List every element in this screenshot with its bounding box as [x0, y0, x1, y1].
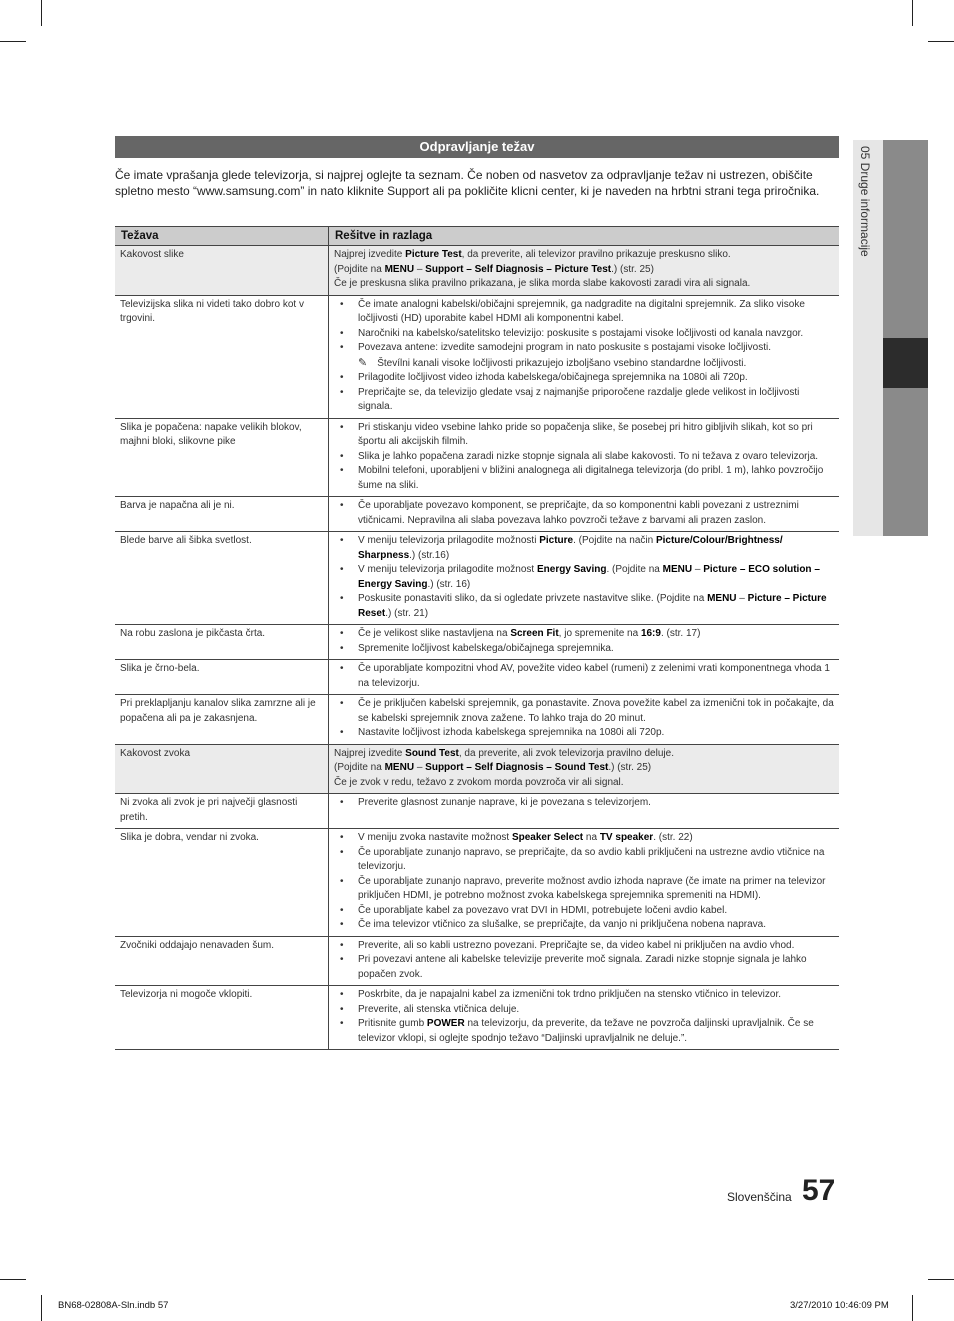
solution-cell — [329, 986, 840, 1050]
problem-cell: Televizijska slika ni videti tako dobro kot v trgovini. — [115, 295, 329, 418]
solution-cell — [329, 418, 840, 497]
solution-bullet: • Če imate analogni kabelski/običajni sprejemnik, ga nadgradite na digitalni sprejemnik. Za sliko visoke ločljivosti (HD) uporabite kabel HDMI ali komponentni kabel. — [334, 298, 834, 327]
solution-bullet: • Pritisnite gumb POWER na televizorju, da preverite, da težave ne povzroča daljinski upravljalnik. Če se televizor vklopi, si oglejte spodnjo težavo “Daljinski upravljalnik ne deluje.”. — [334, 1017, 834, 1046]
solution-bullet: • Nastavite ločljivost izhoda kabelskega sprejemnika na 1080i ali 720p. — [334, 726, 834, 741]
solution-list — [334, 662, 834, 691]
solution-bullet: • V meniju televizorja prilagodite možnost Energy Saving. (Pojdite na MENU – Picture – ECO solution – Energy Saving.) (str. 16) — [334, 563, 834, 592]
solution-bullet: • V meniju televizorja prilagodite možnosti Picture. (Pojdite na način Picture/Colour/Brightness/ Sharpness.) (str.16) — [334, 534, 834, 563]
solution-cell — [329, 625, 840, 660]
bold-term: Picture/Colour/Brightness/ Sharpness — [358, 535, 783, 561]
footer-file-info: BN68-02808A-Sln.indb 57 — [58, 1300, 169, 1311]
bold-term: MENU — [707, 593, 737, 604]
table-row — [115, 744, 839, 794]
solution-bullet: • Preverite, ali stenska vtičnica deluje. — [334, 1003, 834, 1018]
table-header-row — [115, 227, 839, 246]
solution-bullet: • Prilagodite ločljivost video izhoda kabelskega/običajnega sprejemnika na 1080i ali 720p. — [334, 371, 834, 386]
crop-mark — [928, 41, 954, 42]
solution-list — [334, 939, 834, 983]
bold-term: Support – Self Diagnosis – Sound Test — [425, 762, 609, 773]
crop-mark — [41, 0, 42, 26]
bold-term: TV speaker — [599, 832, 654, 843]
table-row — [115, 418, 839, 497]
bold-term: Picture – ECO solution – Energy Saving — [358, 564, 820, 590]
intro-paragraph: Če imate vprašanja glede televizorja, si najprej oglejte ta seznam. Če noben od nasvetov za odpravljanje težav ni ustrezen, obiščite spletno mesto “www.samsung.com” in nato kliknite Support ali pa pokličite klicni center, ki je naveden na hrbtni strani tega priročnika. — [115, 168, 820, 198]
troubleshooting-table — [115, 226, 839, 1050]
solution-cell — [329, 246, 840, 296]
bold-term: Speaker Select — [511, 832, 584, 843]
bold-term: Support – Self Diagnosis – Picture Test — [425, 263, 612, 275]
solution-list — [334, 988, 834, 1046]
solution-bullet: • Mobilni telefoni, uporabljeni v bližini analognega ali digitalnega televizorja (do pribl. 1 m), lahko povzročijo šume na sliki. — [334, 464, 834, 493]
solution-bullet: • Poskusite ponastaviti sliko, da si ogledate privzete nastavitve slike. (Pojdite na MENU – Picture – Picture Reset.) (str. 21) — [334, 592, 834, 621]
solution-cell — [329, 532, 840, 625]
solution-list — [334, 627, 834, 656]
solution-bullet: • Če uporabljate povezavo komponent, se prepričajte, da so komponentni kabli povezani z ustreznimi vtičnicami. Nepravilna ali slaba povezava lahko povzroči težave z barvami ali prazen zaslon. — [334, 499, 834, 528]
solution-bullet: • Če uporabljate zunanjo napravo, preverite možnost avdio izhoda naprave (če imate na primer na televizor priključen HDMI, je potrebno možnost zvoka kabelskega sprejemnika spremeniti na HDMI). — [334, 875, 834, 904]
solution-list — [334, 831, 834, 933]
crop-mark — [912, 1295, 913, 1321]
column-header-solution: Rešitve in razlaga — [329, 227, 840, 246]
solution-bullet: • Pri povezavi antene ali kabelske televizije preverite moč signala. Zaradi nizke stopnje signala je lahko popačen zvok. — [334, 953, 834, 982]
bold-term: MENU — [384, 762, 415, 773]
solution-bullet: • Če je velikost slike nastavljena na Screen Fit, jo spremenite na 16:9. (str. 17) — [334, 627, 834, 642]
bold-term: Picture — [539, 535, 574, 546]
solution-list — [334, 697, 834, 741]
solution-cell — [329, 744, 840, 794]
solution-bullet: • Če uporabljate kabel za povezavo vrat DVI in HDMI, potrebujete ločeni avdio kabel. — [334, 904, 834, 919]
solution-note: ✎ Števílni kanali visoke ločljivosti prikazujejo izboljšano vsebino standardne ločljivosti. — [358, 355, 747, 369]
table-row — [115, 625, 839, 660]
solution-bullet: • Če uporabljate kompozitni vhod AV, povežite video kabel (rumeni) z zelenimi vrati komponentnega vhoda 1 na televizorju. — [334, 662, 834, 691]
problem-cell: Na robu zaslona je pikčasta črta. — [115, 625, 329, 660]
solution-list — [334, 421, 834, 494]
solution-bullet: • Pri stiskanju video vsebine lahko pride so popačenja slike, še posebej pri hitro gibljivih slikah, kot so pri športu ali akcijskih filmih. — [334, 421, 834, 450]
solution-bullet: • V meniju zvoka nastavite možnost Speaker Select na TV speaker. (str. 22) — [334, 831, 834, 846]
solution-cell — [329, 295, 840, 418]
solution-line: Najprej izvedite Sound Test, da preverite, ali zvok televizorja pravilno deluje. — [334, 747, 674, 759]
solution-bullet: • Če je priključen kabelski sprejemnik, ga ponastavite. Znova povežite kabel za izmenični tok in počakajte, da se kabelski sprejemnik znova zažene. To lahko traja do 20 minut. — [334, 697, 834, 726]
column-header-problem: Težava — [115, 227, 329, 246]
solution-bullet: • Slika je lahko popačena zaradi nizke stopnje signala ali slabe kakovosti. To ni težava z ovaro televizorja. — [334, 450, 834, 465]
bold-term: Screen Fit — [510, 628, 559, 639]
solution-bullet: • Če ima televizor vtičnico za slušalke, se prepričajte, da vanjo ni priključena nobena naprava. — [334, 918, 834, 933]
chapter-side-tab-label: 05 Druge informacije — [858, 146, 872, 257]
solution-cell — [329, 497, 840, 532]
crop-mark — [41, 1295, 42, 1321]
solution-line: Če je zvok v redu, težavo z zvokom morda povzroča vir ali signal. — [334, 776, 624, 788]
problem-cell: Ni zvoka ali zvok je pri največji glasnosti pretih. — [115, 794, 329, 829]
solution-line: (Pojdite na MENU – Support – Self Diagnosis – Picture Test.) (str. 25) — [334, 263, 654, 275]
solution-bullet: • Preverite glasnost zunanje naprave, ki je povezana s televizorjem. — [334, 796, 834, 811]
table-row — [115, 295, 839, 418]
table-row — [115, 660, 839, 695]
table-row — [115, 695, 839, 745]
crop-mark — [0, 41, 26, 42]
bold-term: Energy Saving — [536, 564, 607, 575]
solution-bullet: • Če uporabljate zunanjo napravo, se prepričajte, da so avdio kabli priključeni na ustrezne avdio vtičnice na televizorju. — [334, 846, 834, 875]
solution-list — [334, 499, 834, 528]
crop-mark — [928, 1279, 954, 1280]
table-row — [115, 246, 839, 296]
page-language: Slovenščina — [727, 1190, 792, 1204]
solution-cell — [329, 829, 840, 937]
solution-bullet: • Naročniki na kabelsko/satelitsko televizijo: poskusite s postajami visoke ločljivosti od kanala navzgor. — [334, 327, 834, 342]
problem-cell: Zvočniki oddajajo nenavaden šum. — [115, 936, 329, 986]
solution-cell — [329, 660, 840, 695]
problem-cell: Blede barve ali šibka svetlost. — [115, 532, 329, 625]
table-row — [115, 532, 839, 625]
note-pencil-icon: ✎ — [358, 355, 368, 369]
bold-term: MENU — [662, 564, 693, 575]
bold-term: Picture – Picture Reset — [358, 593, 827, 619]
solution-cell — [329, 936, 840, 986]
solution-cell — [329, 695, 840, 745]
section-title: Odpravljanje težav — [115, 136, 839, 158]
table-row — [115, 829, 839, 937]
footer-timestamp: 3/27/2010 10:46:09 PM — [790, 1300, 889, 1311]
solution-list — [334, 298, 834, 415]
problem-cell: Slika je popačena: napake velikih blokov, majhni bloki, slikovne pike — [115, 418, 329, 497]
table-row — [115, 794, 839, 829]
solution-bullet: • Preverite, ali so kabli ustrezno povezani. Prepričajte se, da video kabel ni priključen na avdio vhod. — [334, 939, 834, 954]
problem-cell: Kakovost slike — [115, 246, 329, 296]
solution-cell — [329, 794, 840, 829]
bold-term: Picture Test — [405, 249, 462, 260]
table-row — [115, 986, 839, 1050]
crop-mark — [0, 1279, 26, 1280]
solution-list — [334, 534, 834, 621]
problem-cell: Barva je napačna ali je ni. — [115, 497, 329, 532]
crop-mark — [912, 0, 913, 26]
side-tab-marker — [883, 338, 928, 388]
bold-term: 16:9 — [640, 628, 661, 639]
page-number: 57 — [802, 1174, 836, 1207]
solution-bullet: • Poskrbite, da je napajalni kabel za izmenični tok trdno priključen na stensko vtičnico in televizor. — [334, 988, 834, 1003]
solution-list — [334, 796, 834, 811]
problem-cell: Kakovost zvoka — [115, 744, 329, 794]
solution-bullet: • Spremenite ločljivost kabelskega/običajnega sprejemnika. — [334, 642, 834, 657]
solution-bullet: • Povezava antene: izvedite samodejni program in nato poskusite s postajami visoke ločljivosti. — [334, 341, 834, 356]
problem-cell: Pri preklapljanju kanalov slika zamrzne ali je popačena ali pa je zakasnjena. — [115, 695, 329, 745]
solution-line: Najprej izvedite Picture Test, da preverite, ali televizor pravilno prikazuje preskusno sliko. — [334, 249, 731, 260]
solution-bullet: • Prepričajte se, da televizijo gledate vsaj z najmanjše priporočene razdalje glede velikost in ločljivosti signala. — [334, 386, 834, 415]
table-row — [115, 497, 839, 532]
solution-line: Če je preskusna slika pravilno prikazana, je slika morda slabe kakovosti zaradi vira ali signala. — [334, 278, 751, 289]
table-row — [115, 936, 839, 986]
bold-term: MENU — [384, 263, 415, 275]
problem-cell: Televizorja ni mogoče vklopiti. — [115, 986, 329, 1050]
solution-line: (Pojdite na MENU – Support – Self Diagnosis – Sound Test.) (str. 25) — [334, 762, 652, 773]
table-body — [115, 246, 839, 1050]
bold-term: Sound Test — [405, 747, 459, 759]
problem-cell: Slika je črno-bela. — [115, 660, 329, 695]
bold-term: POWER — [426, 1018, 465, 1029]
problem-cell: Slika je dobra, vendar ni zvoka. — [115, 829, 329, 937]
